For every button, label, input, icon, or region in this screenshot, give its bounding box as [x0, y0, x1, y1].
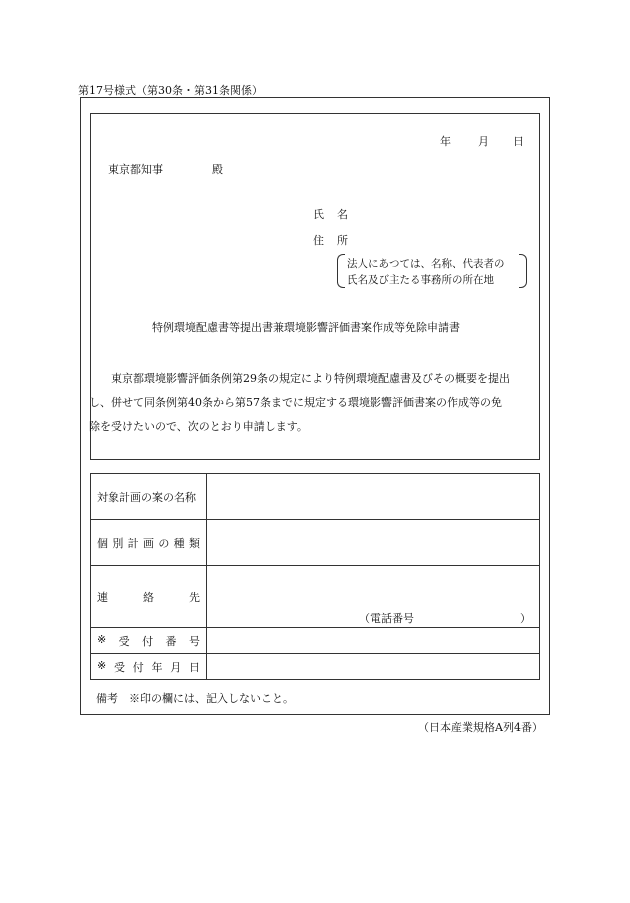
date-year-label: 年 [440, 135, 451, 148]
plan-name-label: 対象計画の案の名称 [91, 474, 207, 520]
paper-size-note: （日本産業規格A列4番） [418, 721, 543, 734]
table-row [91, 520, 540, 566]
left-bracket [337, 254, 345, 288]
application-details-table [90, 473, 540, 680]
plan-type-field[interactable] [207, 520, 540, 566]
statement-line-1: 東京都環境影響評価条例第29条の規定により特例環境配慮書及びその概要を提出 [111, 372, 510, 385]
corporate-note [337, 254, 527, 288]
applicant-name-label-1: 氏 [313, 208, 324, 221]
document-title: 特例環境配慮書等提出書兼環境影響評価書案作成等免除申請書 [152, 321, 460, 334]
phone-number-close: ） [520, 612, 531, 625]
addressee-name: 東京都知事 [108, 163, 163, 176]
date-month-label: 月 [478, 135, 489, 148]
receipt-number-field[interactable] [207, 628, 540, 654]
date-day-label: 日 [513, 135, 524, 148]
contact-label: 連 絡 先 [91, 566, 207, 628]
form-number-label: 第17号様式（第30条・第31条関係） [78, 84, 263, 97]
contact-field[interactable] [207, 566, 540, 628]
receipt-date-label: ※ 受 付 年 月 日 [91, 654, 207, 680]
right-bracket [519, 254, 527, 288]
corporate-note-line2: 氏名及び主たる事務所の所在地 [347, 274, 494, 286]
table-row [91, 628, 540, 654]
corporate-note-line1: 法人にあつては、名称、代表者の [347, 258, 505, 270]
applicant-name-label-2: 名 [337, 208, 348, 221]
statement-line-3: 除を受けたいので、次のとおり申請します。 [89, 420, 308, 433]
addressee-honorific: 殿 [212, 163, 223, 176]
phone-number-label: （電話番号 [359, 612, 414, 625]
remark-note: 備考 ※印の欄には、記入しないこと。 [96, 692, 294, 705]
plan-type-label: 個 別 計 画 の 種 類 [91, 520, 207, 566]
statement-line-2: し、併せて同条例第40条から第57条までに規定する環境影響評価書案の作成等の免 [89, 396, 502, 409]
application-statement [89, 367, 536, 439]
plan-name-field[interactable] [207, 474, 540, 520]
table-row [91, 474, 540, 520]
table-row [91, 654, 540, 680]
applicant-address-label-2: 所 [337, 234, 348, 247]
receipt-date-field[interactable] [207, 654, 540, 680]
receipt-number-label: ※ 受 付 番 号 [91, 628, 207, 654]
table-row [91, 566, 540, 628]
applicant-address-label-1: 住 [313, 234, 324, 247]
